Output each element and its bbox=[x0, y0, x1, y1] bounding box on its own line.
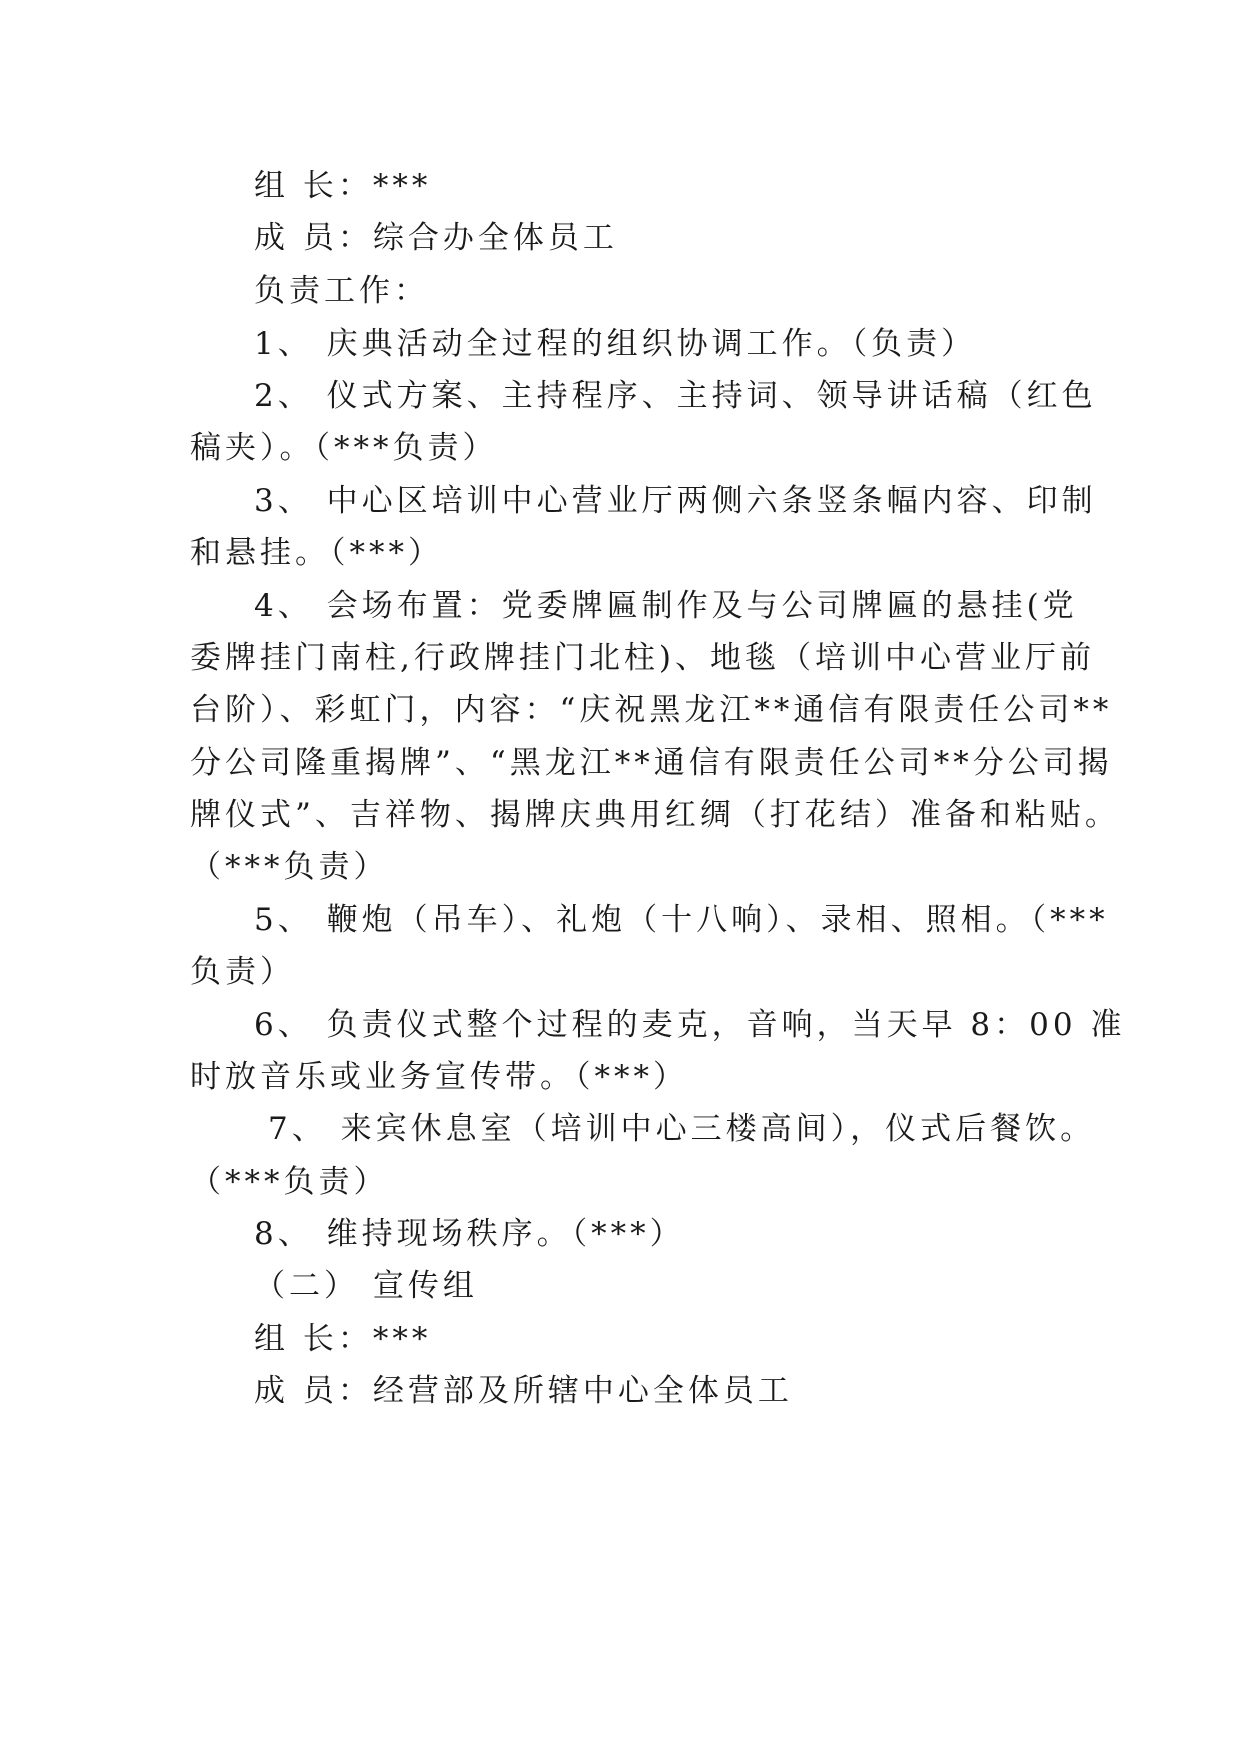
leader-line: 组 长：*** bbox=[254, 168, 432, 204]
duty-item-4: 4、 会场布置：党委牌匾制作及与公司牌匾的悬挂(党 bbox=[254, 588, 1078, 624]
duty-item-4-cont-4: 牌仪式”、吉祥物、揭牌庆典用红绸（打花结）准备和粘贴。 bbox=[190, 797, 1120, 833]
duty-item-4-cont-1: 委牌挂门南柱,行政牌挂门北柱)、地毯（培训中心营业厅前 bbox=[190, 640, 1095, 676]
duty-item-4-cont-3: 分公司隆重揭牌”、“黑龙江**通信有限责任公司**分公司揭 bbox=[190, 745, 1113, 781]
duty-item-7: 7、 来宾休息室（培训中心三楼高间），仪式后餐饮。 bbox=[268, 1111, 1096, 1147]
duties-heading: 负责工作： bbox=[254, 273, 429, 309]
duty-item-1: 1、 庆典活动全过程的组织协调工作。（负责） bbox=[254, 326, 977, 362]
duty-item-6: 6、 负责仪式整个过程的麦克，音响，当天早 8：00 准 bbox=[254, 1007, 1126, 1043]
duty-item-5: 5、 鞭炮（吊车）、礼炮（十八响）、录相、照相。（*** bbox=[254, 902, 1109, 938]
section-heading: （二） 宣传组 bbox=[254, 1268, 478, 1304]
duty-item-3: 3、 中心区培训中心营业厅两侧六条竖条幅内容、印制 bbox=[254, 483, 1097, 519]
duty-item-5-cont: 负责） bbox=[190, 954, 295, 990]
members-line: 成 员：综合办全体员工 bbox=[254, 220, 618, 256]
duty-item-2: 2、 仪式方案、主持程序、主持词、领导讲话稿（红色 bbox=[254, 378, 1097, 414]
members-line-2: 成 员：经营部及所辖中心全体员工 bbox=[254, 1373, 793, 1409]
duty-item-4-cont-5: （***负责） bbox=[190, 849, 389, 885]
duty-item-4-cont-2: 台阶）、彩虹门，内容：“庆祝黑龙江**通信有限责任公司** bbox=[190, 692, 1113, 728]
duty-item-2-cont: 稿夹）。（***负责） bbox=[190, 430, 498, 466]
duty-item-6-cont: 时放音乐或业务宣传带。（***） bbox=[190, 1059, 688, 1095]
duty-item-8: 8、 维持现场秩序。（***） bbox=[254, 1216, 685, 1252]
duty-item-7-cont: （***负责） bbox=[190, 1164, 389, 1200]
duty-item-3-cont: 和悬挂。（***） bbox=[190, 535, 443, 571]
leader-line-2: 组 长：*** bbox=[254, 1321, 432, 1357]
